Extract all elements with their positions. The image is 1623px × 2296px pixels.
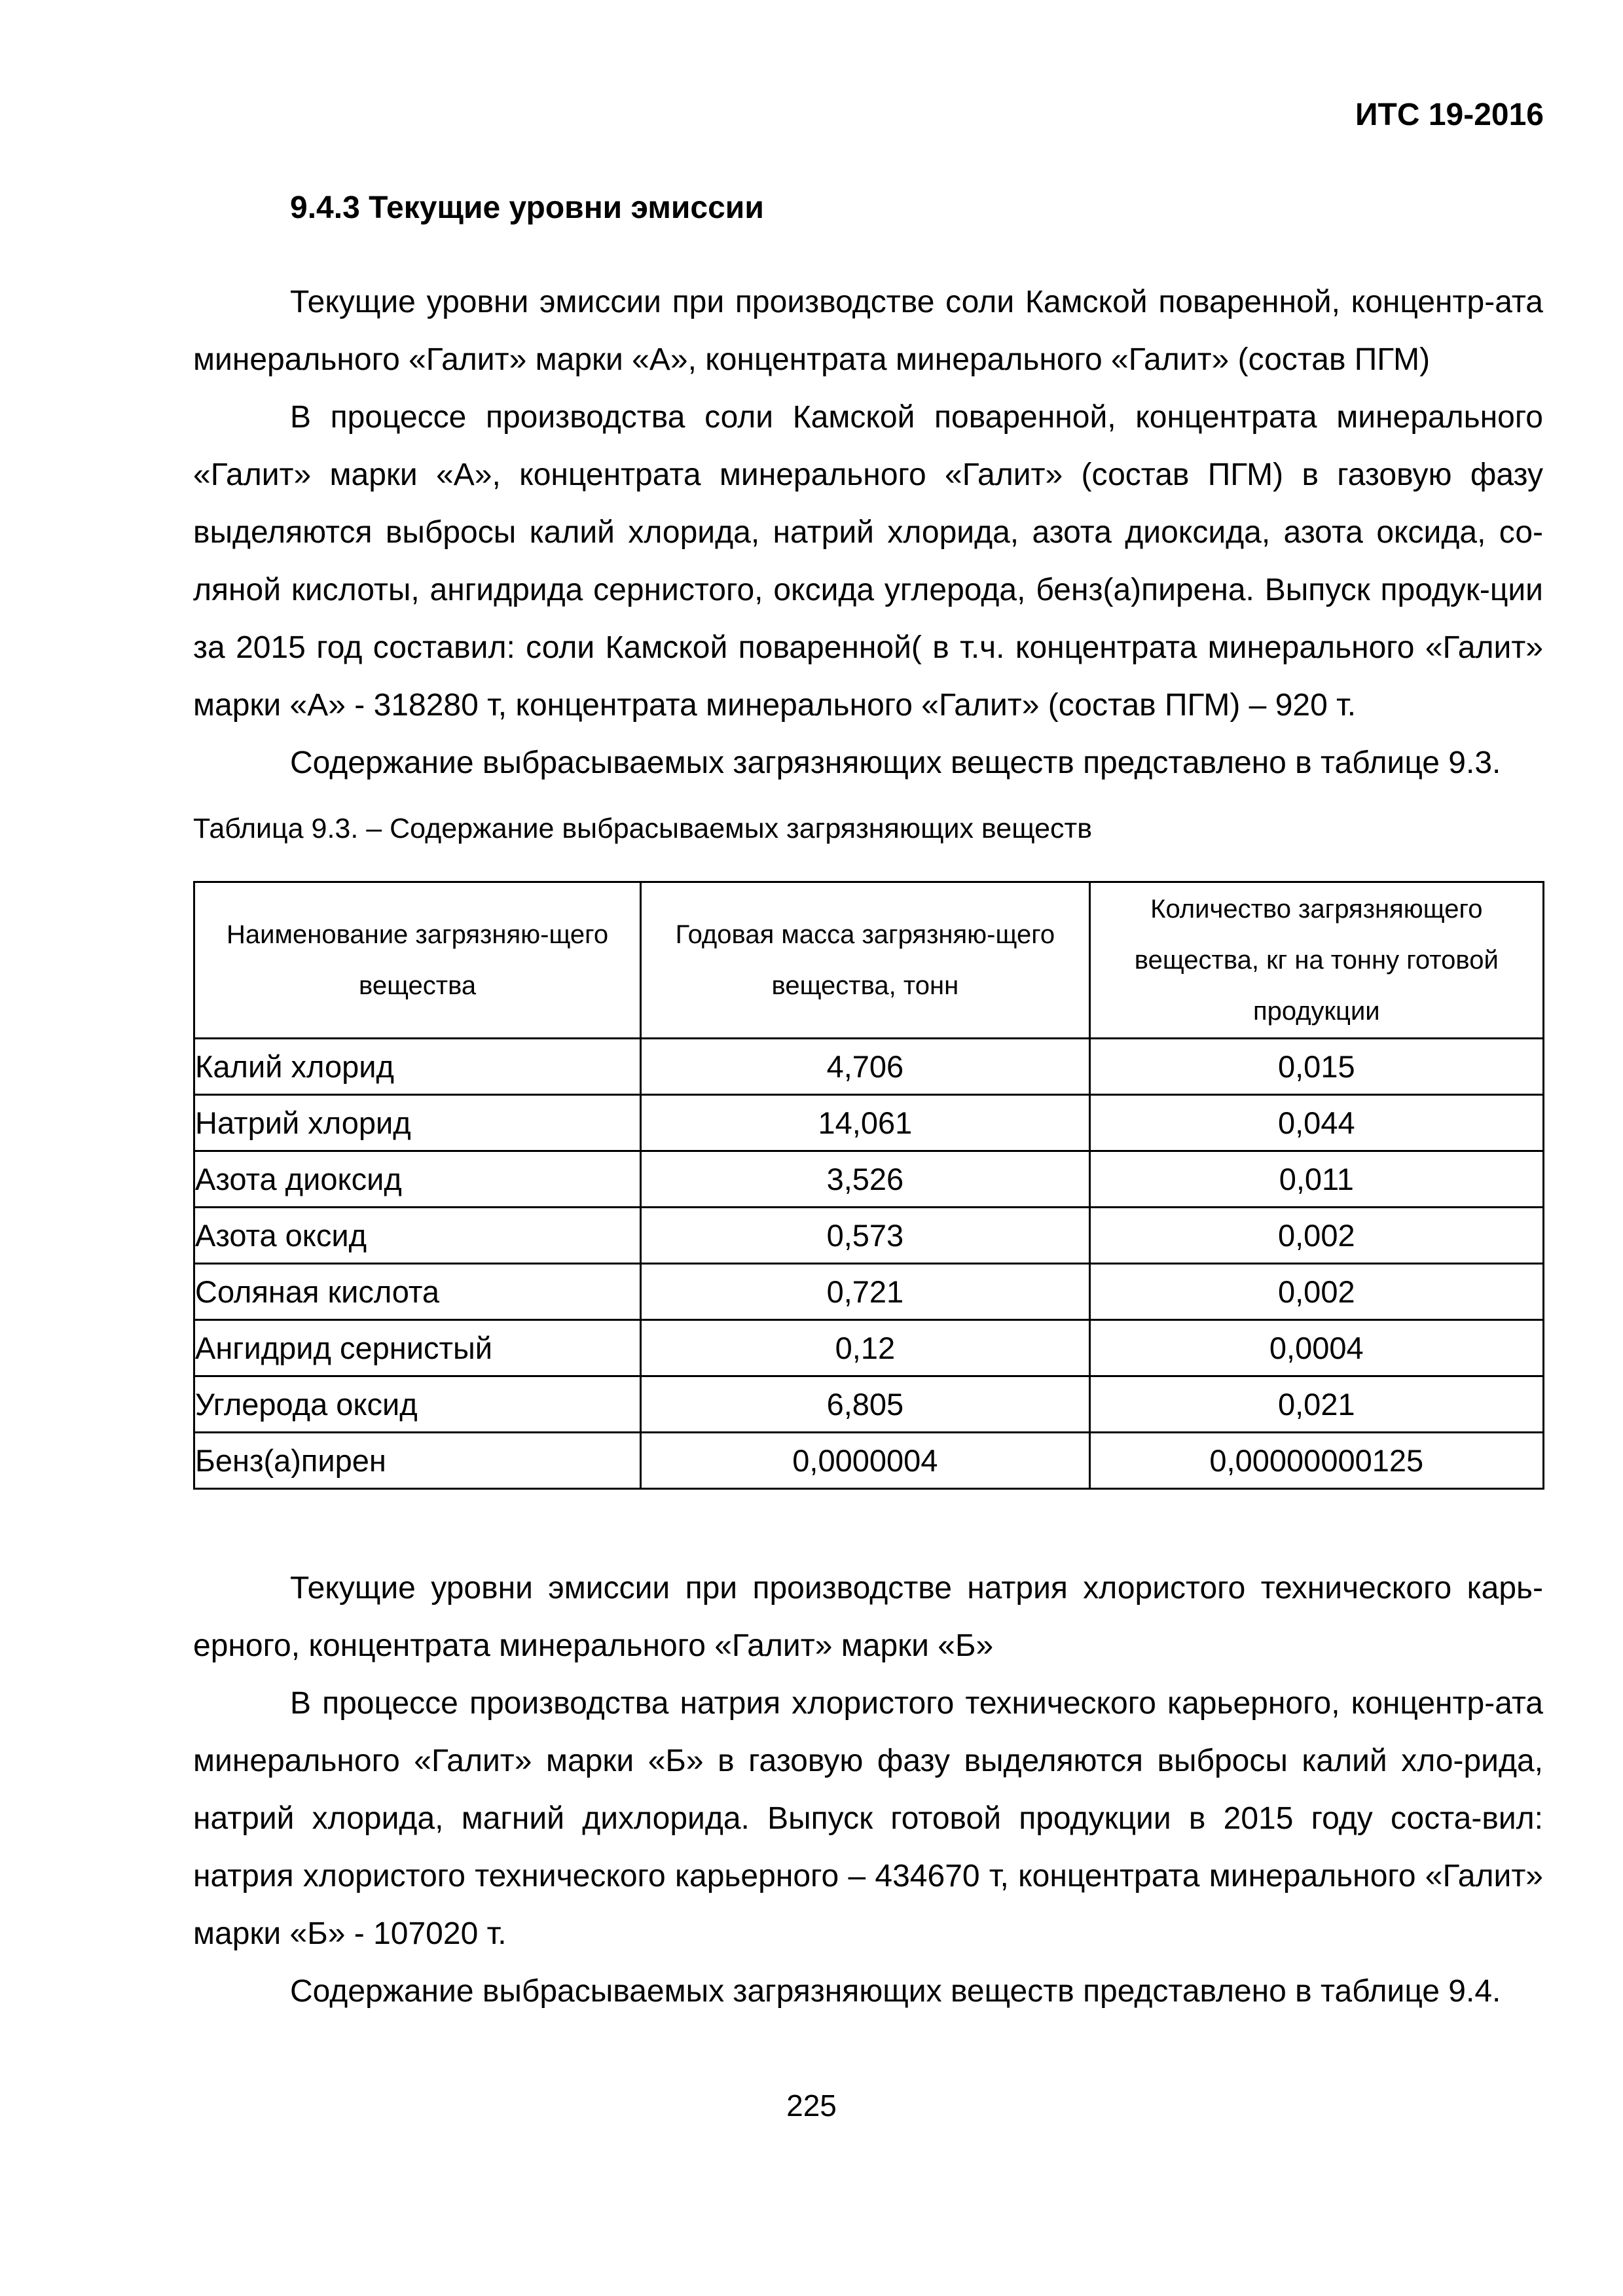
page-number: 225: [786, 2089, 837, 2123]
per-ton-amount: 0,002: [1089, 1264, 1543, 1320]
substance-name: Натрий хлорид: [194, 1095, 641, 1151]
column-header-annual-mass: Годовая масса загрязняю-щего вещества, тонн: [641, 882, 1089, 1039]
section-heading: 9.4.3 Текущие уровни эмиссии: [290, 190, 764, 225]
table-row: [194, 1151, 1544, 1208]
table-row: [194, 1320, 1544, 1376]
substance-name: Азота оксид: [194, 1208, 641, 1264]
table-row: [194, 1095, 1544, 1151]
annual-mass: 4,706: [641, 1039, 1089, 1095]
annual-mass: 0,12: [641, 1320, 1089, 1376]
annual-mass: 0,573: [641, 1208, 1089, 1264]
table-row: [194, 1039, 1544, 1095]
table-row: [194, 1433, 1544, 1489]
paragraph: В процессе производства соли Камской поваренной, концентрата минерального «Галит» марки «А», концентрата минерального «Галит» (состав ПГМ) в газовую фазу выделяются выбросы калий хлорида, натрий хлорида, азота диоксида, азота оксида, со-ляной кислоты, ангидрида сернистого, оксида углерода, бенз(а)пирена. Выпуск продук-ции за 2015 год составил: соли Камской поваренной( в т.ч. концентрата минерального «Галит» марки «А» - 318280 т, концентрата минерального «Галит» (состав ПГМ) – 920 т.: [193, 400, 1543, 723]
table-row: [194, 1264, 1544, 1320]
column-header-per-ton: Количество загрязняющего вещества, кг на тонну готовой продукции: [1089, 882, 1543, 1039]
per-ton-amount: 0,044: [1089, 1095, 1543, 1151]
annual-mass: 0,0000004: [641, 1433, 1089, 1489]
emissions-table: [193, 881, 1544, 1490]
table-caption: Таблица 9.3. – Содержание выбрасываемых загрязняющих веществ: [193, 813, 1093, 844]
table-row: [194, 1208, 1544, 1264]
annual-mass: 0,721: [641, 1264, 1089, 1320]
substance-name: Калий хлорид: [194, 1039, 641, 1095]
paragraph: Текущие уровни эмиссии при производстве натрия хлористого технического карь-ерного, концентрата минерального «Галит» марки «Б»: [193, 1571, 1543, 1663]
per-ton-amount: 0,021: [1089, 1376, 1543, 1433]
substance-name: Соляная кислота: [194, 1264, 641, 1320]
intro-text-block: [193, 274, 1543, 792]
table-header-row: [194, 882, 1544, 1039]
annual-mass: 14,061: [641, 1095, 1089, 1151]
substance-name: Бенз(а)пирен: [194, 1433, 641, 1489]
substance-name: Азота диоксид: [194, 1151, 641, 1208]
per-ton-amount: 0,0004: [1089, 1320, 1543, 1376]
paragraph: Содержание выбрасываемых загрязняющих веществ представлено в таблице 9.3.: [290, 745, 1501, 780]
quarry-text-block: [193, 1560, 1543, 2020]
annual-mass: 6,805: [641, 1376, 1089, 1433]
paragraph: Текущие уровни эмиссии при производстве соли Камской поваренной, концентр-ата минерального «Галит» марки «А», концентрата минерального «Галит» (состав ПГМ): [193, 285, 1543, 377]
table-row: [194, 1376, 1544, 1433]
column-header-substance: Наименование загрязняю-щего вещества: [194, 882, 641, 1039]
document-code: ИТС 19-2016: [1355, 98, 1544, 132]
annual-mass: 3,526: [641, 1151, 1089, 1208]
per-ton-amount: 0,002: [1089, 1208, 1543, 1264]
per-ton-amount: 0,015: [1089, 1039, 1543, 1095]
per-ton-amount: 0,00000000125: [1089, 1433, 1543, 1489]
substance-name: Углерода оксид: [194, 1376, 641, 1433]
paragraph: В процессе производства натрия хлористого технического карьерного, концентр-ата минерального «Галит» марки «Б» в газовую фазу выделяются выбросы калий хло-рида, натрий хлорида, магний дихлорида. Выпуск готовой продукции в 2015 году соста-вил: натрия хлористого технического карьерного – 434670 т, концентрата минерального «Галит» марки «Б» - 107020 т.: [193, 1686, 1543, 1951]
per-ton-amount: 0,011: [1089, 1151, 1543, 1208]
substance-name: Ангидрид сернистый: [194, 1320, 641, 1376]
paragraph: Содержание выбрасываемых загрязняющих веществ представлено в таблице 9.4.: [290, 1974, 1501, 2009]
